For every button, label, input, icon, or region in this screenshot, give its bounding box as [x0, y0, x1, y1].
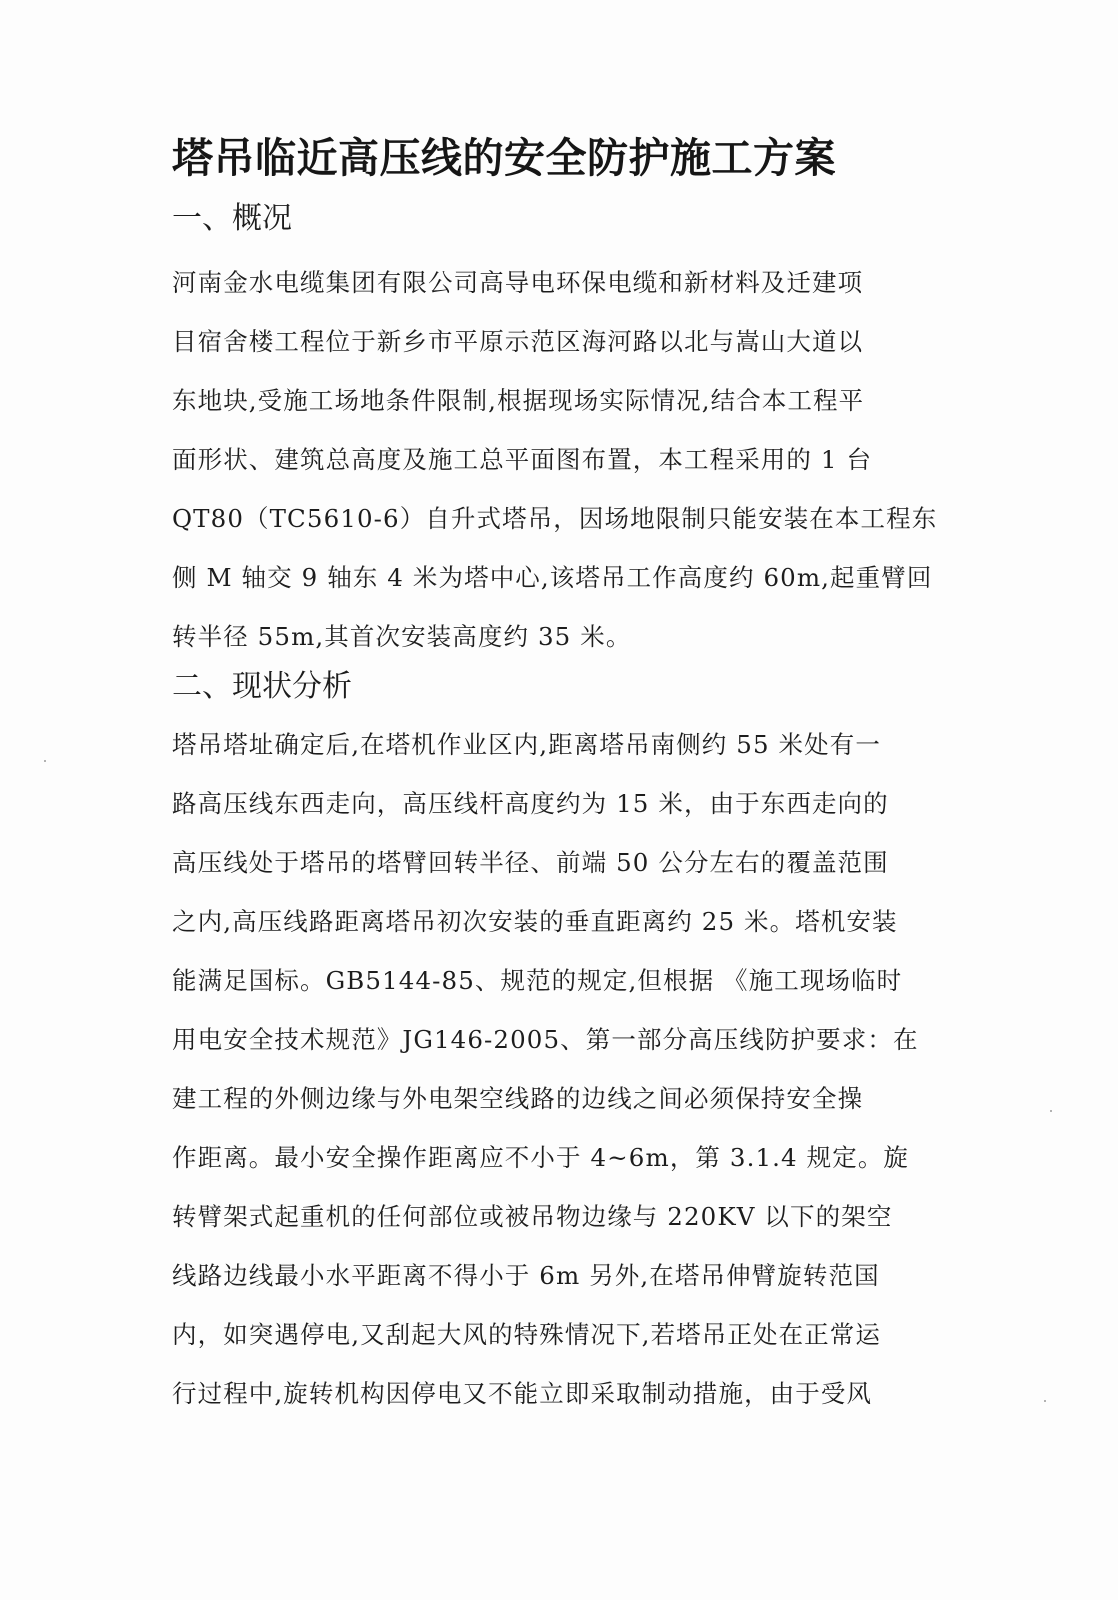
scan-speck — [1050, 1110, 1052, 1112]
paragraph-line: 高压线处于塔吊的塔臂回转半径、前端 50 公分左右的覆盖范围 — [172, 848, 889, 877]
paragraph-line: QT80（TC5610-6）自升式塔吊，因场地限制只能安装在本工程东 — [172, 504, 938, 533]
paragraph-line: 路高压线东西走向，高压线杆高度约为 15 米，由于东西走向的 — [172, 789, 889, 818]
scan-speck — [44, 760, 46, 762]
section-heading-status-analysis: 二、现状分析 — [172, 669, 352, 704]
paragraph-line: 作距离。最小安全操作距离应不小于 4~6m，第 3.1.4 规定。旋 — [172, 1143, 910, 1172]
paragraph-line: 线路边线最小水平距离不得小于 6m 另外,在塔吊伸臂旋转范国 — [172, 1261, 880, 1290]
paragraph-line: 面形状、建筑总高度及施工总平面图布置，本工程采用的 1 台 — [172, 445, 873, 474]
paragraph-line: 之内,高压线路距离塔吊初次安装的垂直距离约 25 米。塔机安装 — [172, 907, 898, 936]
status-analysis-paragraph — [172, 715, 962, 1423]
paragraph-line: 河南金水电缆集团有限公司高导电环保电缆和新材料及迁建项 — [172, 268, 864, 297]
paragraph-line: 用电安全技术规范》JG146-2005、第一部分高压线防护要求：在 — [172, 1025, 919, 1054]
paragraph-line: 侧 M 轴交 9 轴东 4 米为塔中心,该塔吊工作高度约 60m,起重臂回 — [172, 563, 933, 592]
overview-paragraph — [172, 253, 962, 666]
scan-speck — [1044, 1400, 1046, 1402]
paragraph-line: 转臂架式起重机的任何部位或被吊物边缘与 220KV 以下的架空 — [172, 1202, 893, 1231]
paragraph-line: 转半径 55m,其首次安装高度约 35 米。 — [172, 622, 632, 651]
paragraph-line: 目宿舍楼工程位于新乡市平原示范区海河路以北与嵩山大道以 — [172, 327, 864, 356]
paragraph-line: 东地块,受施工场地条件限制,根据现场实际情况,结合本工程平 — [172, 386, 865, 415]
document-title: 塔吊临近高压线的安全防护施工方案 — [172, 134, 836, 182]
paragraph-line: 行过程中,旋转机构因停电又不能立即采取制动措施，由于受风 — [172, 1379, 873, 1408]
paragraph-line: 内，如突遇停电,又刮起大风的特殊情况下,若塔吊正处在正常运 — [172, 1320, 881, 1349]
paragraph-line: 能满足国标。GB5144-85、规范的规定,但根据 《施工现场临时 — [172, 966, 903, 995]
paragraph-line: 建工程的外侧边缘与外电架空线路的边线之间必须保持安全操 — [172, 1084, 864, 1113]
paragraph-line: 塔吊塔址确定后,在塔机作业区内,距离塔吊南侧约 55 米处有一 — [172, 730, 881, 759]
section-heading-overview: 一、概况 — [172, 201, 292, 236]
